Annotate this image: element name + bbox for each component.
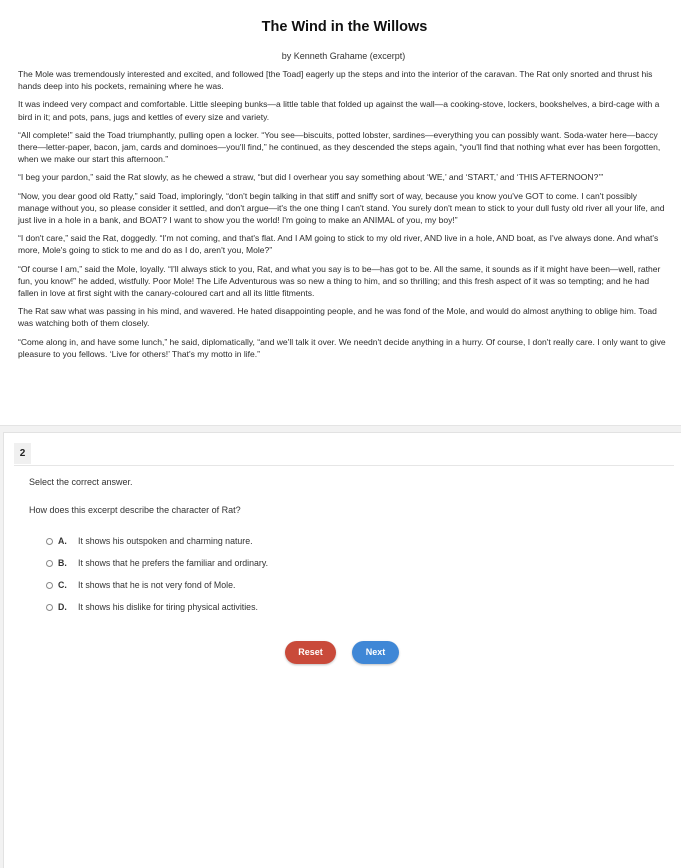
- passage-paragraph: “I beg your pardon,” said the Rat slowly, as he chewed a straw, “but did I overhear you say something about ‘WE,’ and ‘START,’ and ‘THIS AFTERNOON?’”: [18, 172, 604, 183]
- reset-button[interactable]: Reset: [285, 641, 336, 664]
- radio-button-b[interactable]: [46, 560, 53, 567]
- question-panel: [3, 432, 681, 868]
- passage-paragraph: “Now, you dear good old Ratty,” said Toad, imploringly, “don't begin talking in that stiff and sniffy sort of way, because you know you've GOT to come. I can't possibly manage without you, so please consider it settled, and don't argue—it's the one thing I can't stand. You surely don't mean to stick to your dull fusty old river all your life, and just live in a hole in a bank, and BOAT? I want to show you the world! I'm going to make an ANIMAL of you, my boy!”: [18, 190, 665, 226]
- radio-button-a[interactable]: [46, 538, 53, 545]
- option-letter: C.: [58, 580, 67, 590]
- option-letter: A.: [58, 536, 67, 546]
- passage-paragraph: “Come along in, and have some lunch,” he said, diplomatically, “and we'll talk it over. We needn't decide anything in a hurry. Of course, I don't really care. I only want to give pleasure to you fellows. ‘Live for others!’ That's my motto in life.”: [18, 336, 666, 359]
- question-number: 2: [14, 443, 31, 464]
- answer-option-b[interactable]: [46, 556, 268, 570]
- option-text: It shows that he is not very fond of Mole.: [78, 580, 236, 590]
- passage-body: [18, 68, 669, 360]
- answer-option-a[interactable]: [46, 534, 253, 548]
- passage-paragraph: The Mole was tremendously interested and excited, and followed [the Toad] eagerly up the steps and into the interior of the caravan. The Rat only snorted and thrust his hands deep into his pockets, remaining where he was.: [18, 69, 653, 92]
- answer-option-d[interactable]: [46, 600, 258, 614]
- radio-button-c[interactable]: [46, 582, 53, 589]
- radio-button-d[interactable]: [46, 604, 53, 611]
- option-letter: B.: [58, 558, 67, 568]
- option-letter: D.: [58, 602, 67, 612]
- option-text: It shows that he prefers the familiar and ordinary.: [78, 558, 269, 568]
- passage-paragraph: The Rat saw what was passing in his mind, and wavered. He hated disappointing people, and he was fond of the Mole, and would do almost anything to oblige him. Toad was watching both of them closely.: [18, 306, 657, 329]
- option-text: It shows his dislike for tiring physical activities.: [78, 602, 258, 612]
- answer-option-c[interactable]: [46, 578, 235, 592]
- passage-panel: [0, 0, 681, 426]
- passage-title: The Wind in the Willows: [261, 19, 428, 35]
- question-stem: How does this excerpt describe the character of Rat?: [29, 505, 241, 515]
- passage-paragraph: “Of course I am,” said the Mole, loyally. “I'll always stick to you, Rat, and what you say is to be—has got to be. All the same, it sounds as if it might have been—well, rather fun, you know!” he added, wistfully. Poor Mole! The Life Adventurous was so new a thing to him, and so thrilling; and this fresh aspect of it was so tempting; and he had fallen in love at first sight with the canary-coloured cart and all its little fitments.: [18, 263, 661, 299]
- option-text: It shows his outspoken and charming nature.: [78, 536, 253, 546]
- passage-paragraph: “All complete!” said the Toad triumphantly, pulling open a locker. “You see—biscuits, potted lobster, sardines—everything you can possibly want. Soda-water here—baccy there—letter-paper, bacon, jam, cards and dominoes—you'll find,” he continued, as they descended the steps again, “you'll find that nothing what ever has been forgotten, when we make our start this afternoon.”: [18, 129, 661, 165]
- question-instruction: Select the correct answer.: [29, 477, 133, 487]
- next-button[interactable]: Next: [352, 641, 399, 664]
- question-header: [14, 443, 674, 466]
- passage-paragraph: “I don't care,” said the Rat, doggedly. “I'm not coming, and that's flat. And I AM going to stick to my old river, AND live in a hole, AND boat, as I've always done. And what's more, Mole's going to stick to me and do as I do, aren't you, Mole?”: [18, 233, 659, 256]
- passage-paragraph: It was indeed very compact and comfortable. Little sleeping bunks—a little table that folded up against the wall—a cooking-stove, lockers, bookshelves, a bird-cage with a bird in it; and pots, pans, jugs and kettles of every size and variety.: [18, 99, 660, 122]
- passage-byline: by Kenneth Grahame (excerpt): [281, 51, 406, 61]
